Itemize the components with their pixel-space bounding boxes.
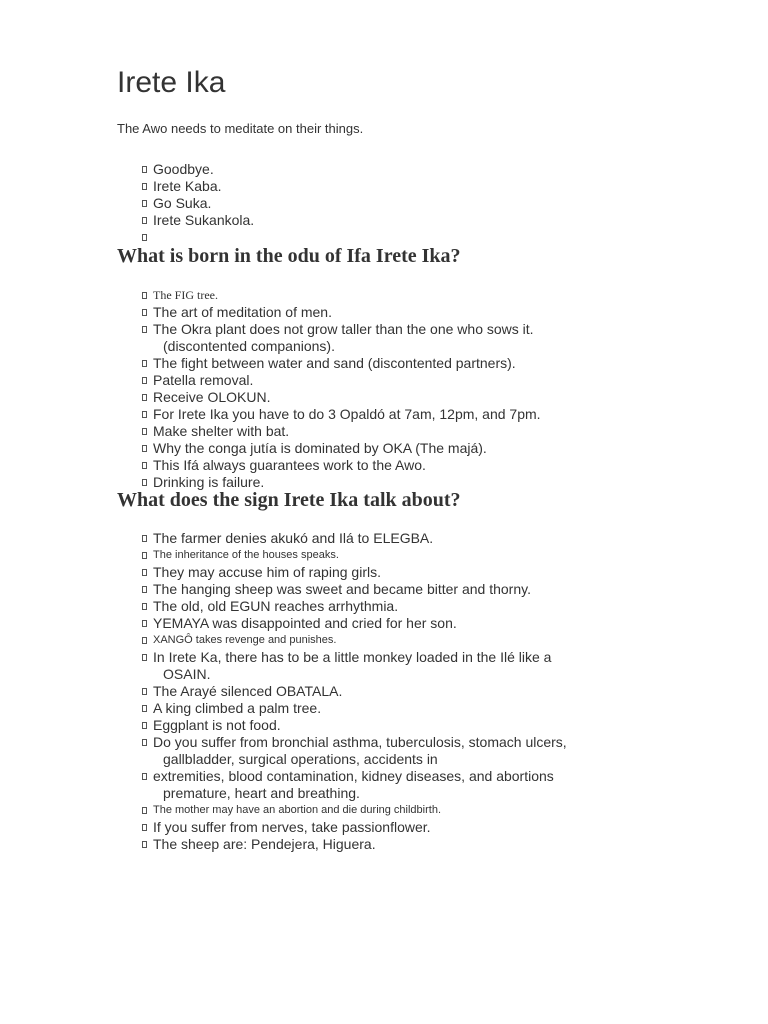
intro-text: The Awo needs to meditate on their things.: [117, 121, 364, 136]
odu-names-list: [142, 161, 622, 243]
list-item: In Irete Ka, there has to be a little monkey loaded in the Ilé like a OSAIN.: [142, 649, 622, 683]
list-item: The inheritance of the houses speaks.: [142, 547, 622, 564]
bullet-icon: [142, 292, 147, 299]
list-item: Eggplant is not food.: [142, 717, 622, 734]
bullet-icon: [142, 535, 147, 542]
list-item: The Okra plant does not grow taller than the one who sows it. (discontented companions).: [142, 321, 622, 355]
list-item: The fight between water and sand (discontented partners).: [142, 355, 622, 372]
bullet-icon: [142, 479, 147, 486]
section-heading-talk: What does the sign Irete Ika talk about?: [117, 489, 461, 511]
bullet-icon: [142, 462, 147, 469]
list-item: The old, old EGUN reaches arrhythmia.: [142, 598, 622, 615]
bullet-icon: [142, 200, 147, 207]
talk-list: [142, 530, 622, 853]
list-item: They may accuse him of raping girls.: [142, 564, 622, 581]
bullet-icon: [142, 841, 147, 848]
list-item: extremities, blood contamination, kidney diseases, and abortions premature, heart and breathing.: [142, 768, 622, 802]
list-item: The sheep are: Pendejera, Higuera.: [142, 836, 622, 853]
list-item: [142, 229, 622, 243]
bullet-icon: [142, 722, 147, 729]
bullet-icon: [142, 688, 147, 695]
bullet-icon: [142, 654, 147, 661]
list-item: Goodbye.: [142, 161, 622, 178]
bullet-icon: [142, 620, 147, 627]
list-item: Irete Kaba.: [142, 178, 622, 195]
bullet-icon: [142, 377, 147, 384]
bullet-icon: [142, 394, 147, 401]
bullet-icon: [142, 166, 147, 173]
list-item: The art of meditation of men.: [142, 304, 622, 321]
list-item: The Arayé silenced OBATALA.: [142, 683, 622, 700]
bullet-icon: [142, 637, 147, 644]
bullet-icon: [142, 807, 147, 814]
bullet-icon: [142, 552, 147, 559]
list-item: XANGÔ takes revenge and punishes.: [142, 632, 622, 649]
list-item: Drinking is failure.: [142, 474, 622, 491]
bullet-icon: [142, 326, 147, 333]
list-item: The mother may have an abortion and die during childbirth.: [142, 802, 622, 819]
born-list: [142, 287, 622, 491]
list-item: Do you suffer from bronchial asthma, tuberculosis, stomach ulcers, gallbladder, surgical operations, accidents in: [142, 734, 622, 768]
bullet-icon: [142, 428, 147, 435]
bullet-icon: [142, 569, 147, 576]
list-item: Go Suka.: [142, 195, 622, 212]
bullet-icon: [142, 445, 147, 452]
bullet-icon: [142, 824, 147, 831]
list-item: The farmer denies akukó and Ilá to ELEGBA.: [142, 530, 622, 547]
bullet-icon: [142, 411, 147, 418]
list-item: Irete Sukankola.: [142, 212, 622, 229]
page-title: Irete Ika: [117, 66, 226, 99]
bullet-icon: [142, 586, 147, 593]
bullet-icon: [142, 183, 147, 190]
bullet-icon: [142, 705, 147, 712]
list-item: Patella removal.: [142, 372, 622, 389]
list-item: Make shelter with bat.: [142, 423, 622, 440]
list-item: Receive OLOKUN.: [142, 389, 622, 406]
list-item: The FIG tree.: [142, 287, 622, 304]
list-item: This Ifá always guarantees work to the Awo.: [142, 457, 622, 474]
bullet-icon: [142, 739, 147, 746]
list-item: The hanging sheep was sweet and became bitter and thorny.: [142, 581, 622, 598]
bullet-icon: [142, 773, 147, 780]
bullet-icon: [142, 360, 147, 367]
list-item: If you suffer from nerves, take passionflower.: [142, 819, 622, 836]
bullet-icon: [142, 217, 147, 224]
list-item: YEMAYA was disappointed and cried for her son.: [142, 615, 622, 632]
list-item: A king climbed a palm tree.: [142, 700, 622, 717]
bullet-icon: [142, 603, 147, 610]
bullet-icon: [142, 309, 147, 316]
bullet-icon: [142, 234, 147, 241]
section-heading-born: What is born in the odu of Ifa Irete Ika?: [117, 245, 461, 267]
list-item: Why the conga jutía is dominated by OKA (The majá).: [142, 440, 622, 457]
list-item: For Irete Ika you have to do 3 Opaldó at 7am, 12pm, and 7pm.: [142, 406, 622, 423]
